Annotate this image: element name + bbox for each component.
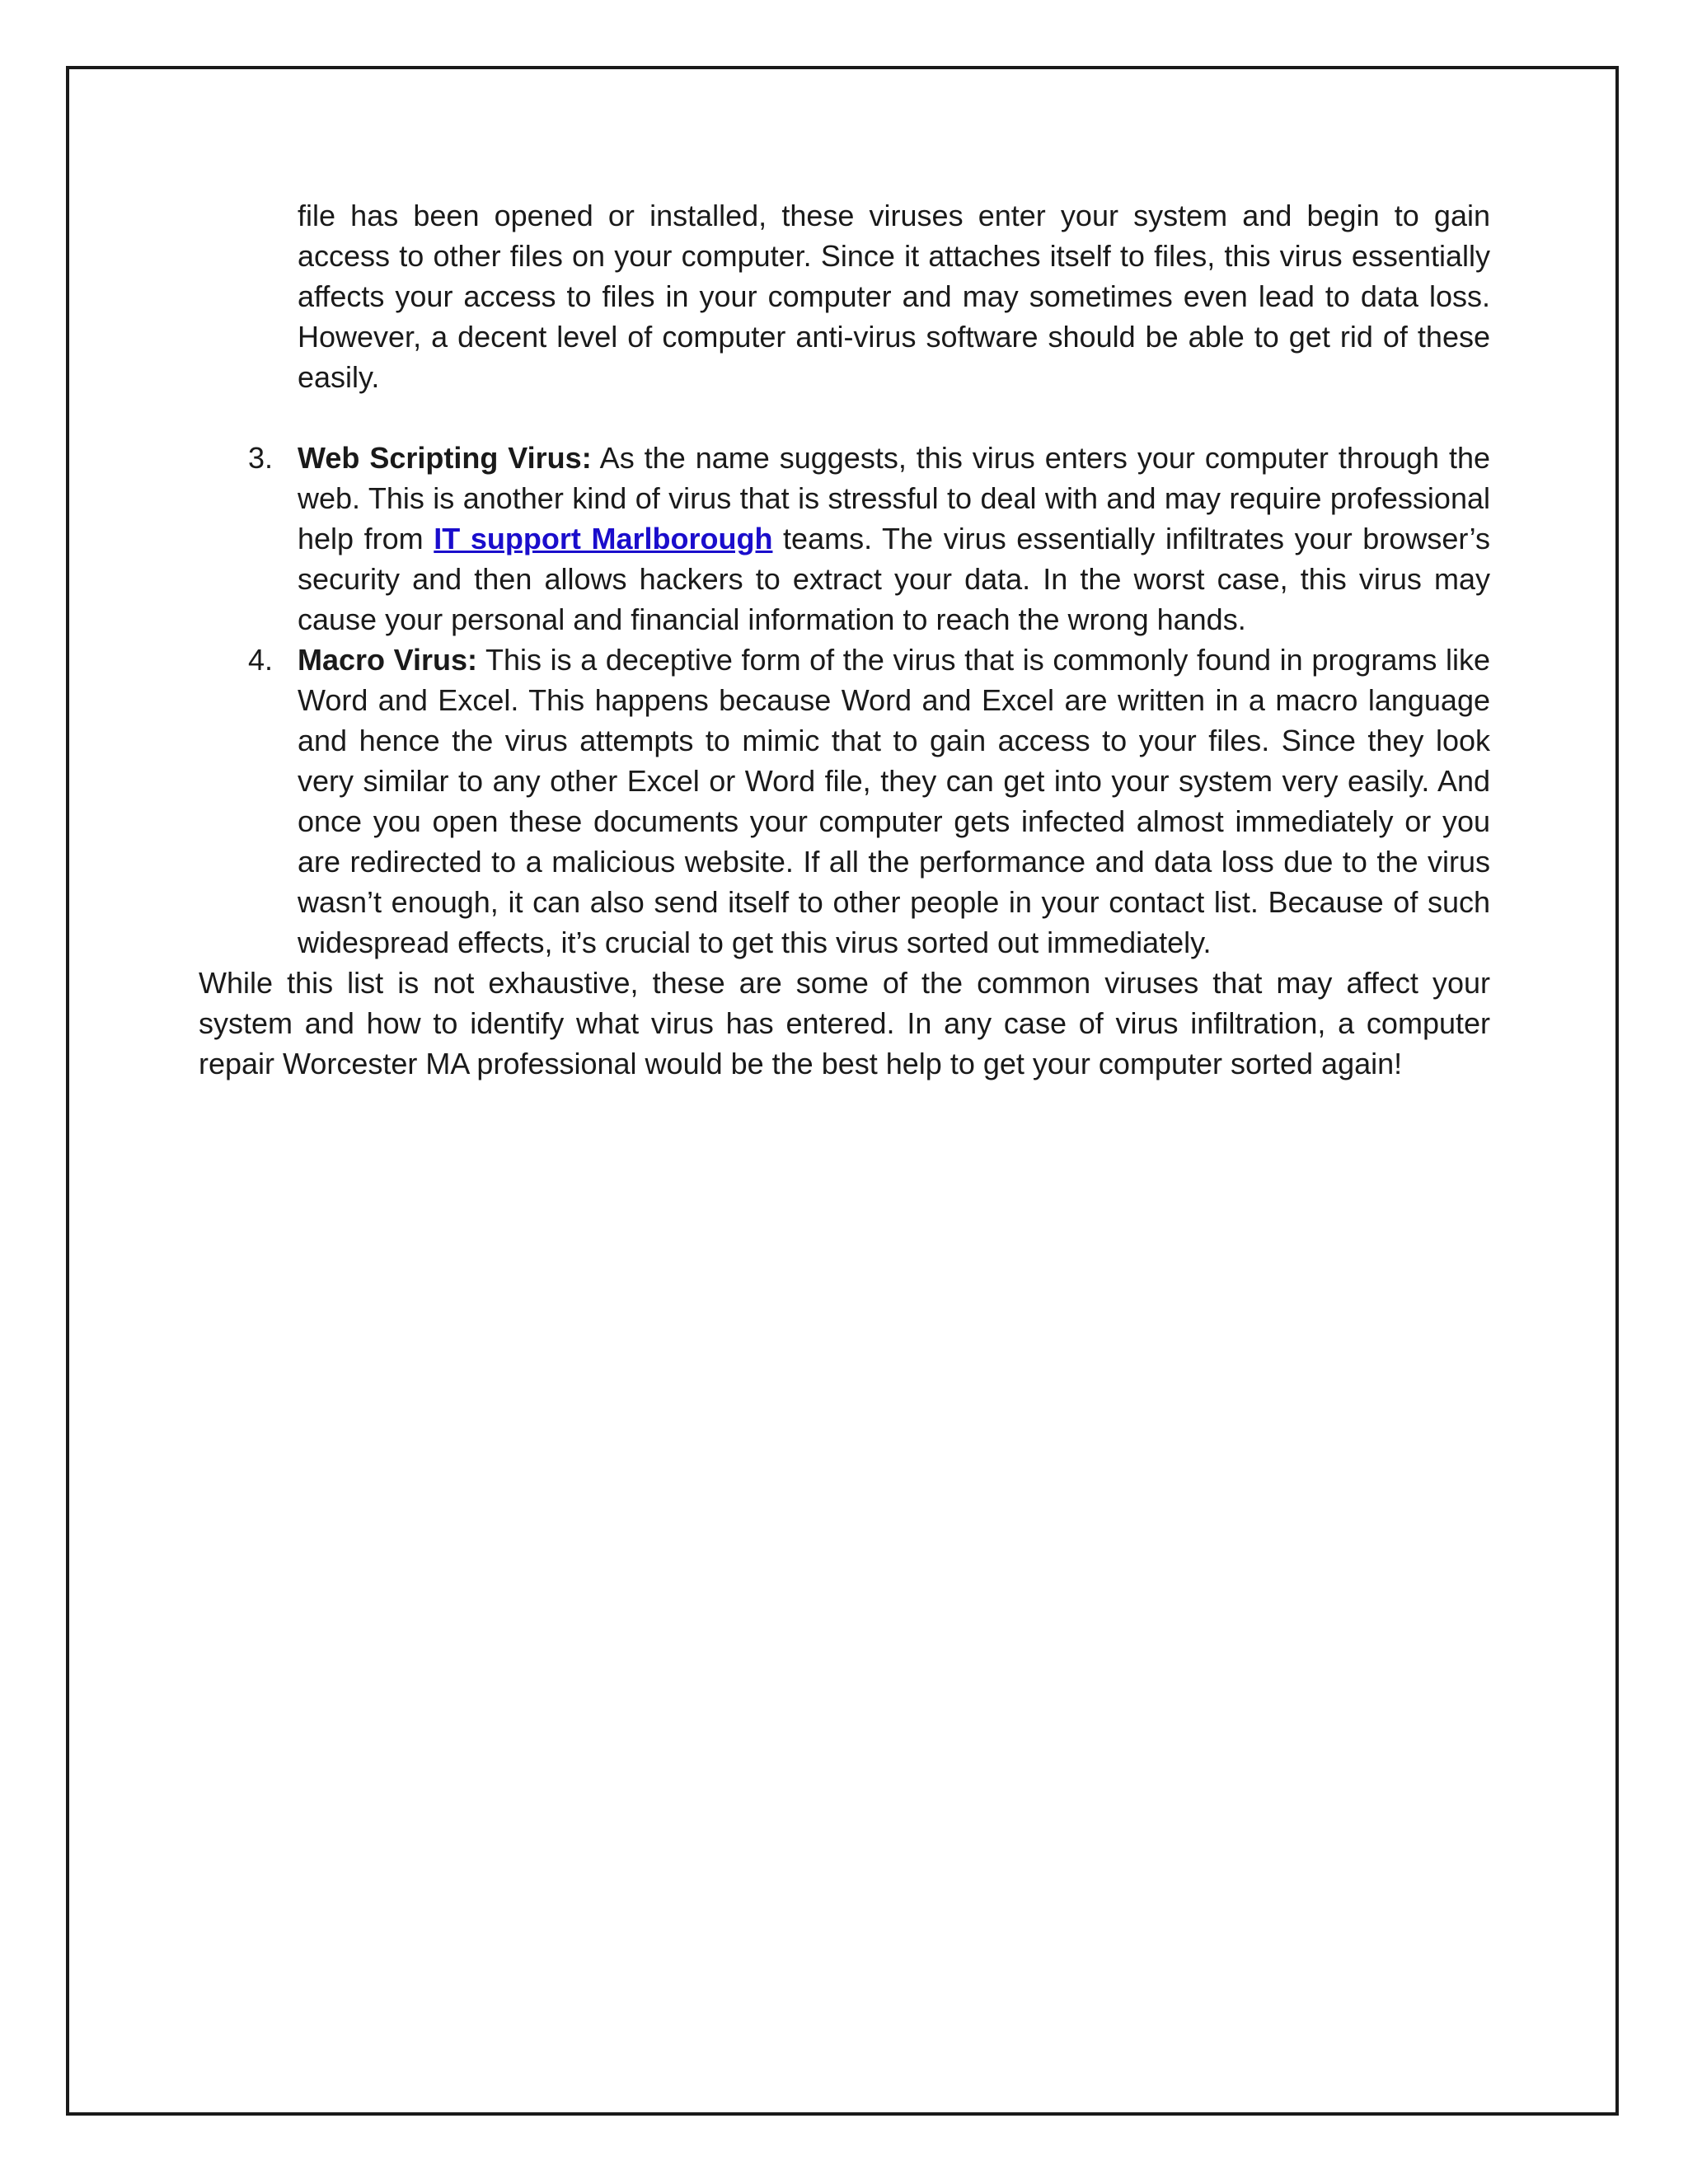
- closing-paragraph: While this list is not exhaustive, these are some of the common viruses that may affect your system and how to identify what virus has entered. In any case of virus infiltration, a computer repair Worcester MA professional would be the best help to get your computer sorted again!: [199, 966, 1490, 1080]
- list-item-macro-virus: [248, 640, 1490, 963]
- list-item-text: As the name suggests, this virus enters your computer through the web. This is another kind of virus that is stressful to deal with and may require professional help from: [298, 441, 1490, 555]
- continuation-paragraph: file has been opened or installed, these viruses enter your system and begin to gain access to other files on your computer. Since it attaches itself to files, this virus essentially affects your access to files in your computer and may sometimes even lead to data loss. However, a decent level of computer anti-virus software should be able to get rid of these easily.: [298, 199, 1490, 394]
- it-support-marlborough-link[interactable]: IT support Marlborough: [434, 522, 773, 555]
- list-item-text: This is a deceptive form of the virus that is commonly found in programs like Word and Excel. This happens because Word and Excel are written in a macro language and hence the virus attempts to mimic that to gain access to your files. Since they look very similar to any other Excel or Word file, they can get into your system very easily. And once you open these documents your computer gets infected almost immediately or you are redirected to a malicious website. If all the performance and data loss due to the virus wasn’t enough, it can also send itself to other people in your contact list. Because of such widespread effects, it’s crucial to get this virus sorted out immediately.: [298, 643, 1490, 959]
- list-item-title: Web Scripting Virus:: [298, 441, 592, 475]
- paragraph-spacer: [199, 397, 1490, 438]
- list-item-title: Macro Virus:: [298, 643, 478, 677]
- list-item-text: teams. The virus essentially infiltrates your browser’s security and then allows hackers to extract your data. In the worst case, this virus may cause your personal and financial information to reach the wrong hands.: [298, 522, 1491, 636]
- list-item-web-scripting-virus: [248, 438, 1491, 640]
- list-item-number: 4.: [248, 643, 274, 677]
- document-body: [199, 195, 1490, 1084]
- list-item-number: 3.: [248, 441, 274, 475]
